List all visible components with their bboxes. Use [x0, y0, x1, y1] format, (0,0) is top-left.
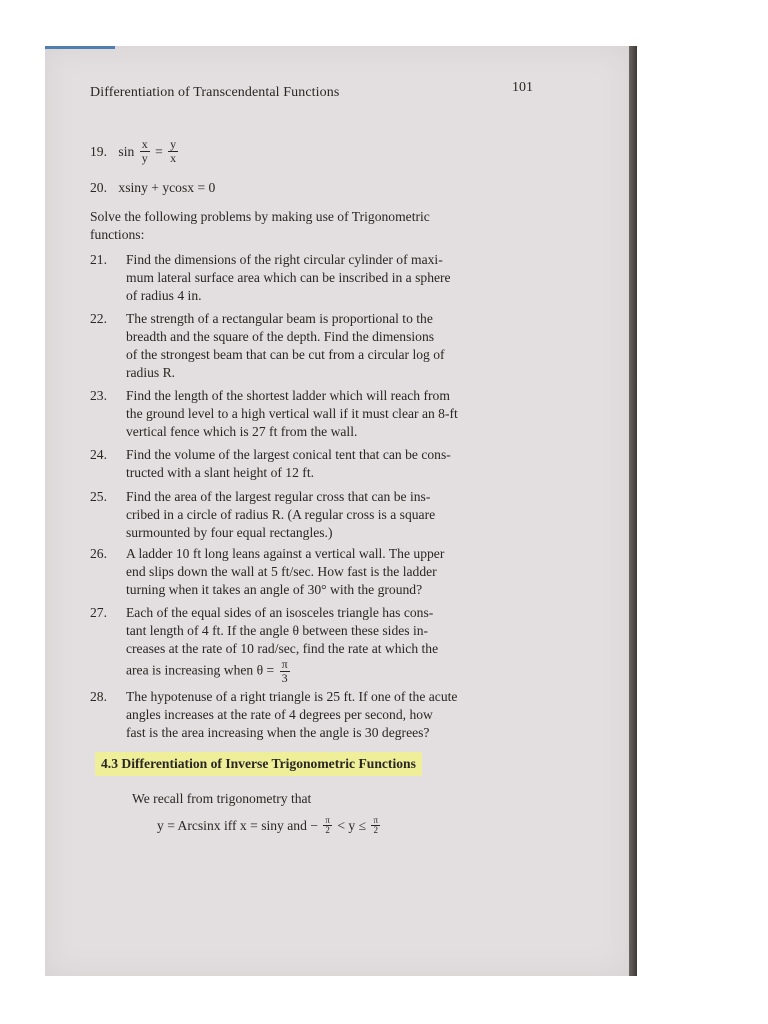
- section-heading: 4.3 Differentiation of Inverse Trigonometric Functions: [95, 752, 422, 776]
- arcsin-definition: [157, 816, 382, 835]
- problem-27: 27. Each of the equal sides of an isosceles triangle has cons- tant length of 4 ft. If the angle θ between these sides in- creases at the rate of 10 rad/sec, find the rate at which the area is increasing when θ = $\frac{\pi}{3}$: [90, 604, 540, 685]
- fraction-pi-over-3: $\frac{\pi}{3}$: [281, 657, 288, 685]
- book-page: [45, 46, 629, 976]
- sin-label: sin: [118, 143, 135, 159]
- problem-number: 23.: [90, 388, 107, 403]
- problem-23: 23. Find the length of the shortest ladder which will reach from the ground level to a high vertical wall if it must clear an 8-ft vertical fence which is 27 ft from the wall.: [90, 388, 458, 439]
- problem-28: 28. The hypotenuse of a right triangle is 25 ft. If one of the acute angles increases at the rate of 4 degrees per second, how fast is the area increasing when the angle is 30 degrees?: [90, 689, 458, 740]
- exercise-expression: xsiny + ycosx = 0: [118, 180, 216, 195]
- problem-number: 26.: [90, 546, 107, 561]
- exercise-number: 20.: [90, 180, 107, 195]
- exercise-20: [90, 179, 215, 197]
- problem-27-last-line: area is increasing when θ = $\frac{\pi}{3}$: [126, 657, 288, 685]
- fraction-pi-over-2: $\frac{\pi}{2}$: [325, 815, 330, 836]
- scan-edge-shadow: [628, 46, 637, 976]
- problem-number: 28.: [90, 689, 107, 704]
- exercise-number: 19.: [90, 143, 107, 159]
- problem-26: 26. A ladder 10 ft long leans against a vertical wall. The upper end slips down the wall at 5 ft/sec. How fast is the ladder turning when it takes an angle of 30° with the ground?: [90, 546, 445, 597]
- arcsin-inequality: < y ≤: [337, 817, 367, 833]
- exercise-19: [90, 138, 180, 165]
- problem-25: 25. Find the area of the largest regular cross that can be ins- cribed in a circle of radius R. (A regular cross is a square surmounted by four equal rectangles.): [90, 489, 436, 540]
- page-number: 101: [512, 80, 533, 95]
- problem-number: 27.: [90, 605, 107, 620]
- arcsin-lhs: y = Arcsinx iff x = siny and −: [157, 817, 318, 833]
- problem-number: 21.: [90, 252, 107, 267]
- problem-number: 25.: [90, 489, 107, 504]
- equals-sign: =: [155, 143, 163, 159]
- fraction-x-over-y: $\frac{x}{y}$: [141, 137, 148, 165]
- problem-number: 22.: [90, 311, 107, 326]
- instructions-paragraph: Solve the following problems by making use of Trigonometric functions:: [90, 209, 430, 242]
- problem-22: 22. The strength of a rectangular beam is proportional to the breadth and the square of the depth. Find the dimensions of the strongest beam that can be cut from a circular log of radius R.: [90, 311, 445, 380]
- fraction-y-over-x: $\frac{y}{x}$: [170, 137, 177, 165]
- problem-24: 24. Find the volume of the largest conical tent that can be cons- tructed with a slant height of 12 ft.: [90, 447, 451, 480]
- fraction-pi-over-2: $\frac{\pi}{2}$: [373, 815, 378, 836]
- problem-number: 24.: [90, 447, 107, 462]
- recall-sentence: We recall from trigonometry that: [132, 791, 312, 806]
- problem-21: 21. Find the dimensions of the right circular cylinder of maxi- mum lateral surface area which can be inscribed in a sphere of radius 4 in.: [90, 252, 451, 303]
- running-head: Differentiation of Transcendental Functions: [90, 85, 340, 100]
